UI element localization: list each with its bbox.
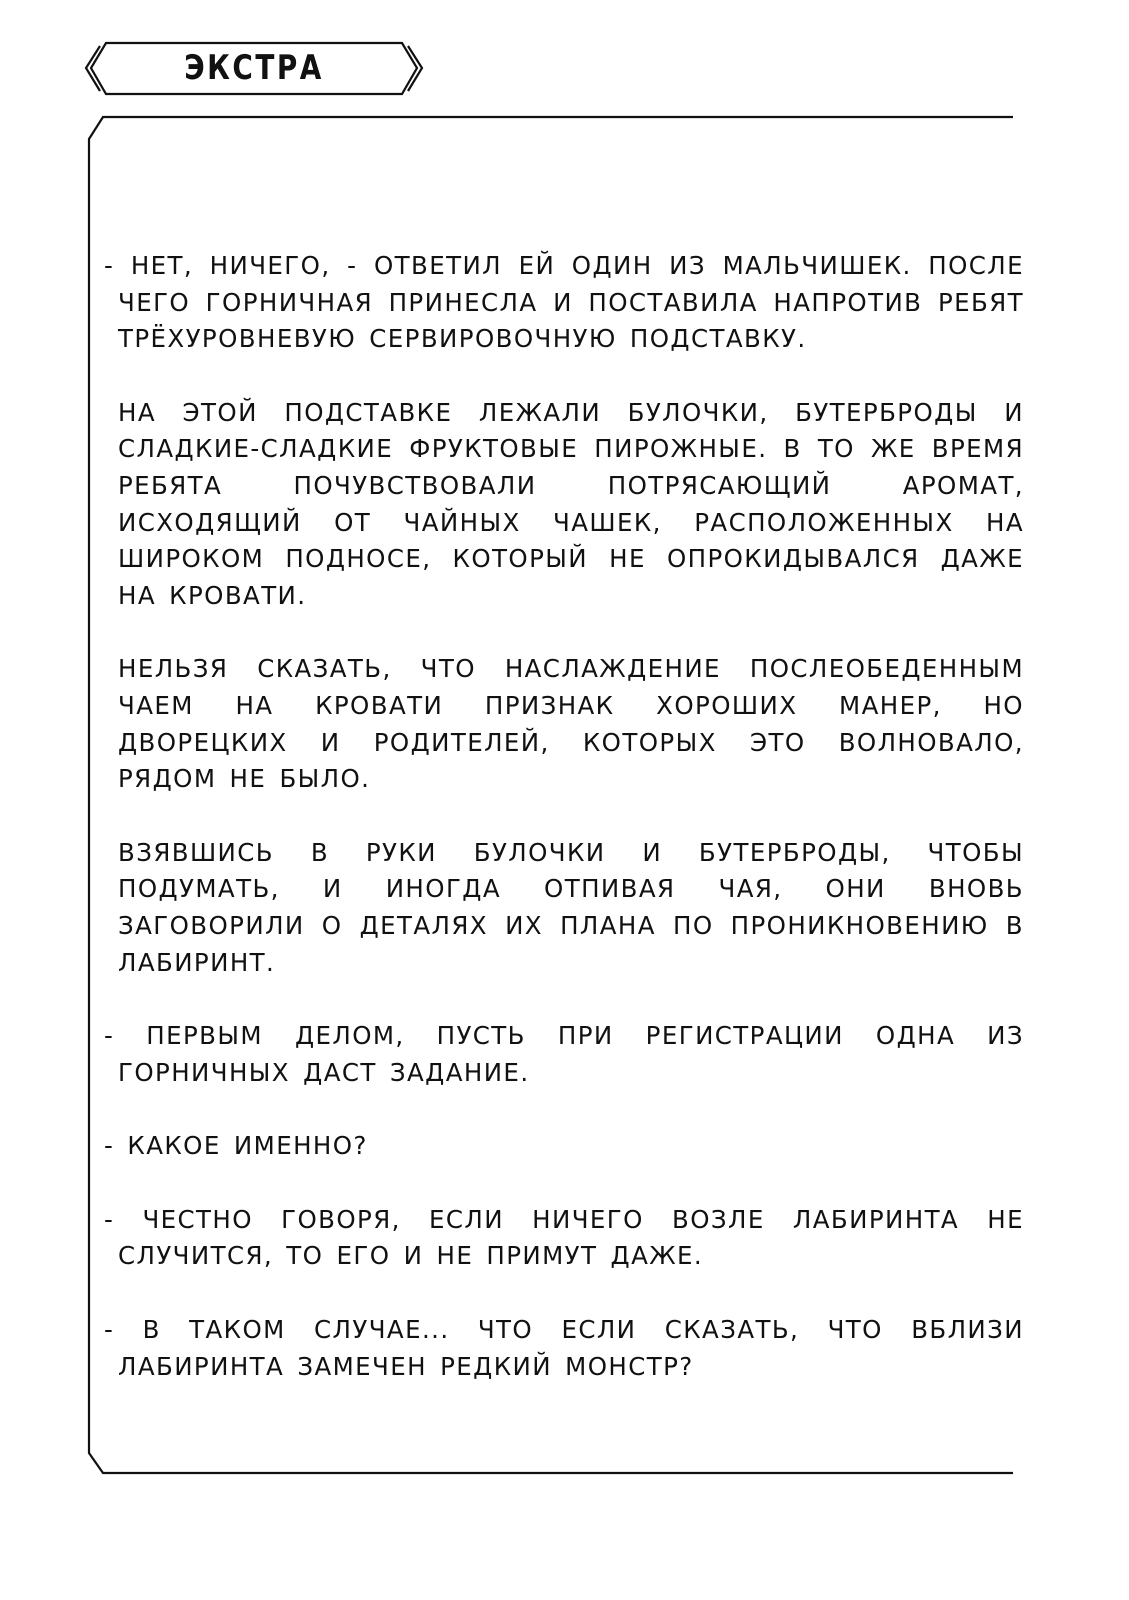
paragraph: - КАКОЕ ИМЕННО? bbox=[104, 1131, 368, 1161]
paragraph: - ПЕРВЫМ ДЕЛОМ, ПУСТЬ ПРИ РЕГИСТРАЦИИ ОДНА ИЗ ГОРНИЧНЫХ ДАСТ ЗАДАНИЕ. bbox=[104, 1021, 1024, 1087]
paragraph: - В ТАКОМ СЛУЧАЕ... ЧТО ЕСЛИ СКАЗАТЬ, ЧТО ВБЛИЗИ ЛАБИРИНТА ЗАМЕЧЕН РЕДКИЙ МОНСТР? bbox=[104, 1315, 1024, 1381]
paragraph: - НЕТ, НИЧЕГО, - ОТВЕТИЛ ЕЙ ОДИН ИЗ МАЛЬЧИШЕК. ПОСЛЕ ЧЕГО ГОРНИЧНАЯ ПРИНЕСЛА И ПОСТАВИЛА НАПРОТИВ РЕБЯТ ТРЁХУРОВНЕВУЮ СЕРВИРОВОЧНУЮ ПОДСТАВКУ. bbox=[104, 251, 1024, 354]
paragraph: НЕЛЬЗЯ СКАЗАТЬ, ЧТО НАСЛАЖДЕНИЕ ПОСЛЕОБЕДЕННЫМ ЧАЕМ НА КРОВАТИ ПРИЗНАК ХОРОШИХ МАНЕР, НО ДВОРЕЦКИХ И РОДИТЕЛЕЙ, КОТОРЫХ ЭТО ВОЛНОВАЛО, РЯДОМ НЕ БЫЛО. bbox=[118, 654, 1024, 794]
paragraph: ВЗЯВШИСЬ В РУКИ БУЛОЧКИ И БУТЕРБРОДЫ, ЧТОБЫ ПОДУМАТЬ, И ИНОГДА ОТПИВАЯ ЧАЯ, ОНИ ВНОВЬ ЗАГОВОРИЛИ О ДЕТАЛЯХ ИХ ПЛАНА ПО ПРОНИКНОВЕНИЮ В ЛАБИРИНТ. bbox=[118, 837, 1024, 977]
paragraph: НА ЭТОЙ ПОДСТАВКЕ ЛЕЖАЛИ БУЛОЧКИ, БУТЕРБРОДЫ И СЛАДКИЕ-СЛАДКИЕ ФРУКТОВЫЕ ПИРОЖНЫЕ. В ТО ЖЕ ВРЕМЯ РЕБЯТА ПОЧУВСТВОВАЛИ ПОТРЯСАЮЩИЙ АРОМАТ, ИСХОДЯЩИЙ ОТ ЧАЙНЫХ ЧАШЕК, РАСПОЛОЖЕННЫХ НА ШИРОКОМ ПОДНОСЕ, КОТОРЫЙ НЕ ОПРОКИДЫВАЛСЯ ДАЖЕ НА КРОВАТИ. bbox=[118, 397, 1024, 610]
body-text bbox=[104, 248, 1024, 1422]
page-title: ЭКСТРА bbox=[184, 48, 324, 88]
paragraph: - ЧЕСТНО ГОВОРЯ, ЕСЛИ НИЧЕГО ВОЗЛЕ ЛАБИРИНТА НЕ СЛУЧИТСЯ, ТО ЕГО И НЕ ПРИМУТ ДАЖЕ. bbox=[104, 1204, 1024, 1271]
